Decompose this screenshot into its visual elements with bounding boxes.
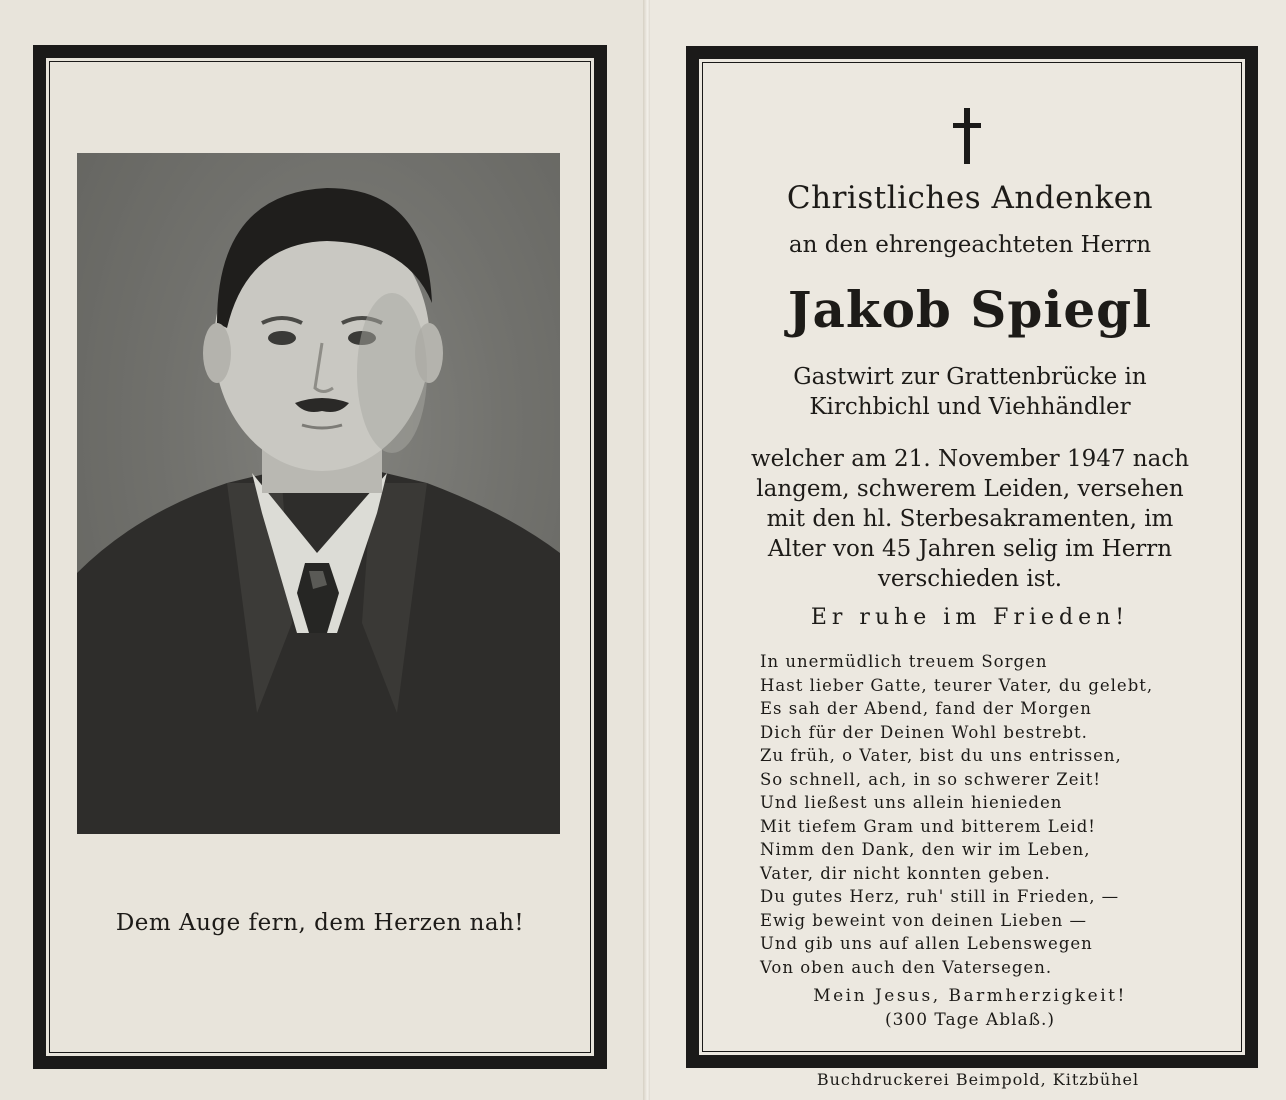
poem-line: Und gib uns auf allen Lebenswegen [760, 934, 1093, 953]
poem-line: Und ließest uns allein hienieden [760, 793, 1063, 812]
right-panel [650, 0, 1286, 1100]
poem-line: Nimm den Dank, den wir im Leben, [760, 840, 1091, 859]
poem-line: Hast lieber Gatte, teurer Vater, du gelebt, [760, 675, 1154, 695]
poem-line: Zu früh, o Vater, bist du uns entrissen, [760, 746, 1122, 765]
poem-line: Mit tiefem Gram und bitterem Leid! [760, 816, 1096, 836]
cross-icon [953, 108, 981, 164]
poem-line: In unermüdlich treuem Sorgen [760, 652, 1048, 671]
death-notice-line: langem, schwerem Leiden, versehen [756, 476, 1184, 502]
card-subheading: an den ehrengeachteten Herrn [788, 232, 1152, 258]
poem-line: Es sah der Abend, fand der Morgen [760, 699, 1092, 718]
portrait-photo [77, 153, 560, 834]
death-notice-line: Alter von 45 Jahren selig im Herrn [767, 536, 1173, 562]
occupation-line: Gastwirt zur Grattenbrücke in [793, 364, 1147, 390]
prayer-line: Mein Jesus, Barmherzigkeit! [813, 986, 1127, 1006]
rest-in-peace: Er ruhe im Frieden! [810, 605, 1130, 630]
poem-line: Du gutes Herz, ruh' still in Frieden, — [760, 887, 1120, 906]
poem-line: Ewig beweint von deinen Lieben — [760, 910, 1087, 930]
occupation-line: Kirchbichl und Viehhändler [809, 394, 1131, 420]
poem-line: Dich für der Deinen Wohl bestrebt. [760, 722, 1088, 742]
printer-credit: Buchdruckerei Beimpold, Kitzbühel [816, 1070, 1140, 1089]
occupation [740, 362, 1200, 422]
death-notice-line: mit den hl. Sterbesakramenten, im [766, 506, 1174, 532]
poem-line: So schnell, ach, in so schwerer Zeit! [760, 769, 1102, 789]
memorial-poem [760, 650, 1180, 979]
indulgence-note: (300 Tage Ablaß.) [884, 1010, 1056, 1030]
deceased-name: Jakob Spiegl [787, 280, 1153, 339]
death-notice-line: verschieden ist. [877, 566, 1063, 592]
death-notice [728, 444, 1212, 594]
poem-line: Vater, dir nicht konnten geben. [760, 863, 1051, 883]
poem-line: Von oben auch den Vatersegen. [760, 957, 1053, 977]
card-heading: Christliches Andenken [786, 180, 1154, 216]
portrait-illustration [77, 153, 560, 834]
death-notice-line: welcher am 21. November 1947 nach [750, 446, 1190, 472]
left-caption: Dem Auge fern, dem Herzen nah! [115, 910, 525, 936]
